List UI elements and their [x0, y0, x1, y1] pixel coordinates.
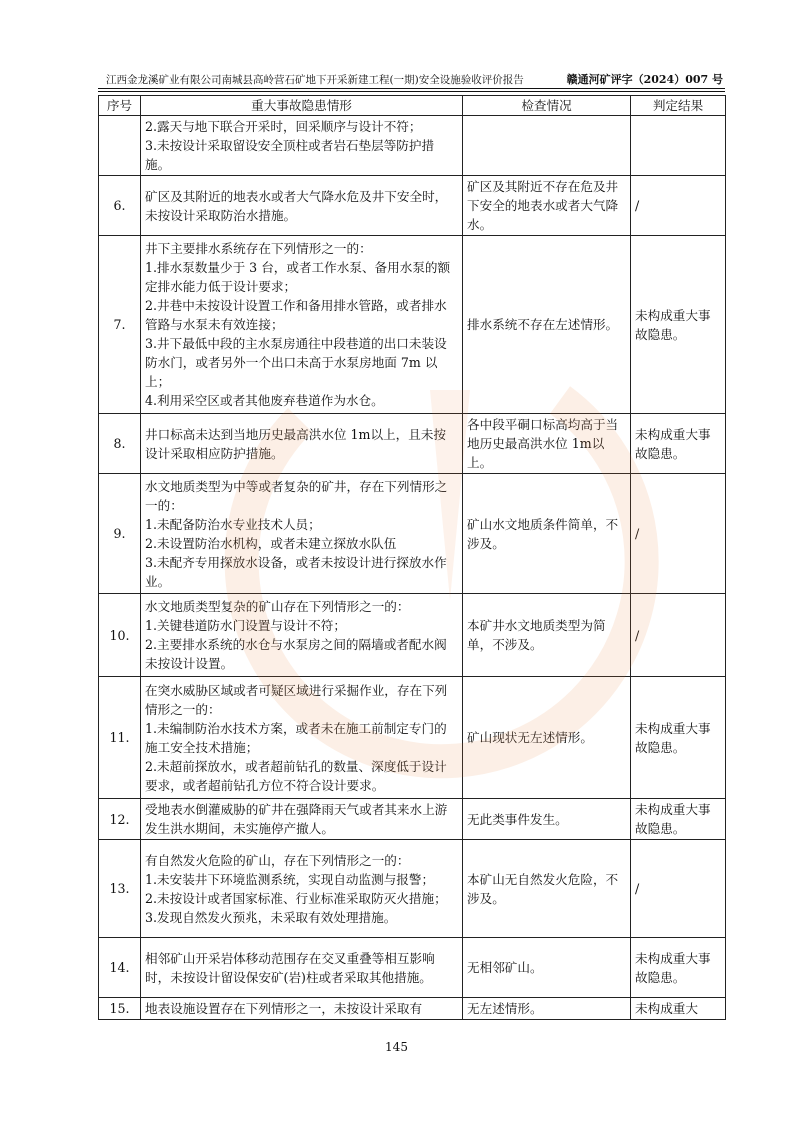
hazard-line: 3.发现自然发火预兆，未采取有效处理措施。	[145, 909, 397, 925]
check-result: 矿山水文地质条件简单，不涉及。	[463, 474, 631, 594]
hazard-line: 井口标高未达到当地历史最高洪水位 1m以上，且未按设计采取相应防护措施。	[145, 426, 447, 461]
row-number: 7.	[99, 236, 141, 414]
table-row	[99, 799, 726, 840]
col-header-check: 检查情况	[463, 96, 631, 116]
row-number	[99, 116, 141, 176]
row-number: 14.	[99, 938, 141, 998]
check-result: 无左述情形。	[463, 998, 631, 1020]
judgment-result: 未构成重大事故隐患。	[631, 677, 726, 799]
hazard-line: 水文地质类型为中等或者复杂的矿井，存在下列情形之一的：	[145, 478, 448, 513]
hazard-description	[141, 176, 463, 236]
hazard-description	[141, 414, 463, 474]
judgment-result: 未构成重大事故隐患。	[631, 799, 726, 840]
hazard-line: 3.未按设计采取留设安全顶柱或者岩石垫层等防护措施。	[145, 138, 435, 172]
row-number: 6.	[99, 176, 141, 236]
hazard-line: 受地表水倒灌威胁的矿井在强降雨天气或者其来水上游发生洪水期间，未实施停产撤人。	[145, 802, 448, 836]
judgment-result	[631, 116, 726, 176]
header-report-title: 江西金龙溪矿业有限公司南城县高岭营石矿地下开采新建工程(一期)安全设施验收评价报告	[106, 74, 524, 86]
hazard-line: 2.未超前探放水，或者超前钻孔的数量、深度低于设计要求，或者超前钻孔方位不符合设计要求。	[145, 758, 447, 793]
hazard-line: 在突水威胁区域或者可疑区域进行采掘作业，存在下列情形之一的：	[145, 682, 448, 717]
table-header-row	[99, 96, 726, 116]
hazard-line: 1.未编制防治水技术方案，或者未在施工前制定专门的施工安全技术措施；	[145, 720, 447, 755]
hazard-description	[141, 799, 463, 840]
hazard-line: 3.未配齐专用探放水设备，或者未按设计进行探放水作业。	[145, 554, 447, 589]
table-row	[99, 176, 726, 236]
table-row	[99, 414, 726, 474]
hazard-line: 1.未配备防治水专业技术人员；	[145, 516, 321, 532]
hazard-line: 2.未设置防治水机构，或者未建立探放水队伍	[145, 535, 397, 551]
hazard-description	[141, 677, 463, 799]
col-header-hazard: 重大事故隐患情形	[141, 96, 463, 116]
table-row	[99, 998, 726, 1020]
hazard-line: 1.排水泵数量少于 3 台，或者工作水泵、备用水泵的额定排水能力低于设计要求；	[145, 260, 451, 294]
col-header-no: 序号	[99, 96, 141, 116]
header-report-number: 赣通河矿评字（2024）007 号	[566, 73, 723, 86]
judgment-result: 未构成重大事故隐患。	[631, 938, 726, 998]
row-number: 11.	[99, 677, 141, 799]
hazard-line: 井下主要排水系统存在下列情形之一的：	[145, 241, 372, 256]
check-result: 无相邻矿山。	[463, 938, 631, 998]
judgment-result: /	[631, 840, 726, 938]
table-row	[99, 594, 726, 677]
row-number: 13.	[99, 840, 141, 938]
header-rule	[98, 88, 725, 89]
row-number: 8.	[99, 414, 141, 474]
hazard-description	[141, 998, 463, 1020]
hazard-line: 2.主要排水系统的水仓与水泵房之间的隔墙或者配水阀未按设计设置。	[145, 637, 447, 671]
hazard-line: 4.利用采空区或者其他废弃巷道作为水仓。	[145, 393, 384, 408]
hazard-line: 相邻矿山开采岩体移动范围存在交叉重叠等相互影响时，未按设计留设保安矿(岩)柱或者采取其他措施。	[145, 950, 435, 985]
hazard-description	[141, 474, 463, 594]
hazard-line: 3.井下最低中段的主水泵房通往中段巷道的出口未装设防水门，或者另外一个出口未高于水泵房地面 7m 以上；	[145, 336, 447, 389]
check-result: 本矿山无自然发火危险，不涉及。	[463, 840, 631, 938]
row-number: 10.	[99, 594, 141, 677]
hazard-description	[141, 938, 463, 998]
hazard-description	[141, 236, 463, 414]
hazard-table	[98, 95, 726, 1020]
row-number: 12.	[99, 799, 141, 840]
hazard-line: 矿区及其附近的地表水或者大气降水危及井下安全时，未按设计采取防治水措施。	[145, 188, 448, 223]
check-result: 本矿井水文地质类型为简单，不涉及。	[463, 594, 631, 677]
check-result: 各中段平硐口标高均高于当地历史最高洪水位 1m以上。	[463, 414, 631, 474]
judgment-result: 未构成重大事故隐患。	[631, 414, 726, 474]
judgment-result: /	[631, 594, 726, 677]
hazard-line: 1.关键巷道防水门设置与设计不符；	[145, 618, 346, 633]
header-rule-thin	[98, 91, 725, 92]
col-header-result: 判定结果	[631, 96, 726, 116]
table-row	[99, 236, 726, 414]
hazard-line: 水文地质类型复杂的矿山存在下列情形之一的：	[145, 599, 410, 614]
table-row	[99, 116, 726, 176]
table-row	[99, 938, 726, 998]
hazard-line: 1.未安装井下环境监测系统，实现自动监测与报警；	[145, 871, 435, 887]
hazard-description	[141, 840, 463, 938]
hazard-line: 2.未按设计或者国家标准、行业标准采取防灭火措施；	[145, 890, 447, 906]
check-result	[463, 116, 631, 176]
row-number: 15.	[99, 998, 141, 1020]
table-row	[99, 840, 726, 938]
judgment-result: 未构成重大事故隐患。	[631, 236, 726, 414]
table-row	[99, 677, 726, 799]
hazard-line: 2.露天与地下联合开采时，回采顺序与设计不符；	[145, 119, 422, 134]
check-result: 矿区及其附近不存在危及井下安全的地表水或者大气降水。	[463, 176, 631, 236]
hazard-description	[141, 594, 463, 677]
hazard-description	[141, 116, 463, 176]
judgment-result: /	[631, 176, 726, 236]
judgment-result: /	[631, 474, 726, 594]
row-number: 9.	[99, 474, 141, 594]
hazard-line: 有自然发火危险的矿山，存在下列情形之一的：	[145, 852, 410, 868]
hazard-line: 地表设施设置存在下列情形之一，未按设计采取有	[145, 1001, 423, 1016]
table-row	[99, 474, 726, 594]
check-result: 排水系统不存在左述情形。	[463, 236, 631, 414]
page-number: 145	[385, 1040, 408, 1054]
page-header	[98, 70, 725, 88]
check-result: 无此类事件发生。	[463, 799, 631, 840]
hazard-line: 2.井巷中未按设计设置工作和备用排水管路，或者排水管路与水泵未有效连接；	[145, 298, 447, 332]
check-result: 矿山现状无左述情形。	[463, 677, 631, 799]
judgment-result: 未构成重大	[631, 998, 726, 1020]
